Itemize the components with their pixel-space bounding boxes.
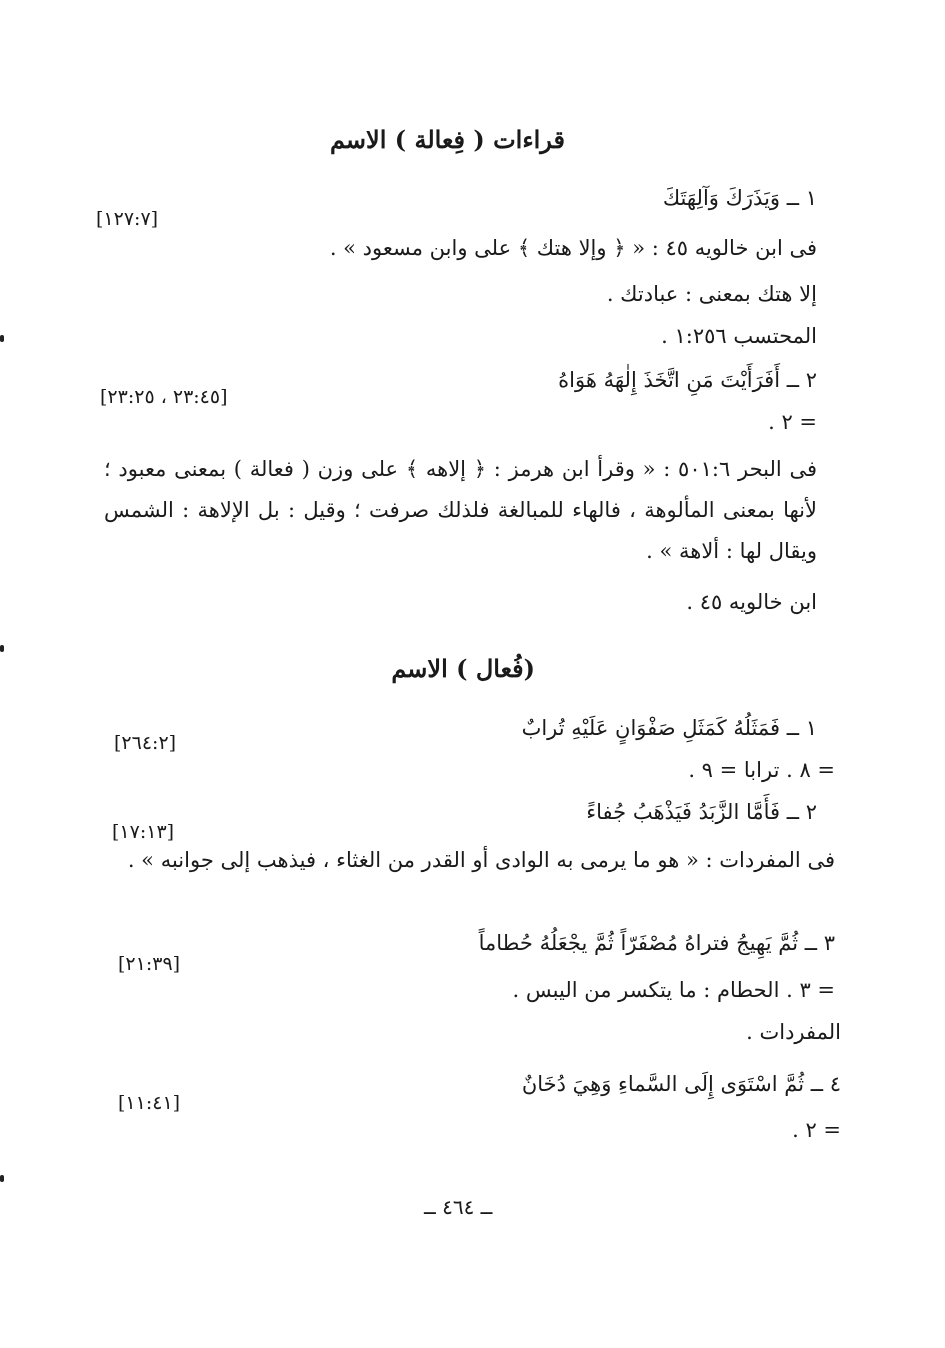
verse-reference: [١٢٧:٧] (96, 208, 159, 230)
note-line: المحتسب ١:٢٥٦ . (661, 324, 817, 348)
scan-edge-mark (0, 335, 4, 342)
equals-note: = ٨ . ترابا = ٩ . (688, 758, 835, 782)
commentary-paragraph: فى المفردات : « هو ما يرمى به الوادى أو القدر من الغثاء ، فيذهب إلى جوانبه » . (127, 848, 835, 872)
equals-note: = ٣ . الحطام : ما يتكسر من اليبس . (512, 978, 835, 1002)
page-number: ــ ٤٦٤ ــ (424, 1195, 493, 1219)
section-heading: (فُعال ) الاسم (391, 654, 535, 683)
scan-edge-mark (0, 1175, 4, 1182)
verse-reference: [٢١:٣٩] (118, 953, 181, 975)
verse-line: ٢ ــ أَفَرَأَيْتَ مَنِ اتَّخَذَ إِلٰهَهُ هَوَاهُ (558, 368, 817, 392)
verse-line: ٣ ــ ثُمَّ يَهِيجُ فتراهُ مُصْفَرّاً ثُمَّ يجْعَلُهُ حُطاماً (478, 931, 835, 955)
verse-line: ١ ــ فَمَثَلُهُ كَمَثَلِ صَفْوَانٍ عَلَيْهِ تُرابٌ (521, 716, 817, 740)
note-line: فى ابن خالويه ٤٥ : « ﴿ وإلا هتك ﴾ على وابن مسعود » . (329, 236, 817, 260)
source-line: ابن خالويه ٤٥ . (686, 590, 817, 614)
verse-reference: [٢٣:٤٥ ، ٢٣:٢٥] (100, 386, 228, 408)
section-heading: قراءات ( فِعالة ) الاسم (329, 125, 565, 154)
verse-reference: [١١:٤١] (118, 1092, 181, 1114)
equals-note: = ٢ . (768, 410, 817, 434)
note-line: إلا هتك بمعنى : عبادتك . (606, 282, 817, 306)
verse-line: ١ ــ وَيَذَرَكَ وَآلِهَتَكَ (662, 186, 817, 210)
commentary-paragraph: فى البحر ٥٠١:٦ : « وقرأ ابن هرمز : ﴿ إلاهه ﴾ على وزن ( فعالة ) بمعنى معبود ؛ لأنها بمعنى المألوهة ، فالهاء للمبالغة فلذلك صرفت ؛ وقيل : بل الإلاهة : الشمس ويقال لها : ألاهة » . (104, 457, 817, 563)
scan-edge-mark (0, 645, 4, 652)
verse-line: ٤ ــ ثُمَّ اسْتَوَى إِلَى السَّماءِ وَهِيَ دُخَانٌ (521, 1072, 841, 1096)
verse-line: ٢ ــ فَأَمَّا الزَّبَدُ فَيَذْهَبُ جُفاءً (586, 800, 817, 824)
equals-note: = ٢ . (792, 1118, 841, 1142)
verse-reference: [٢٦٤:٢] (114, 732, 177, 754)
source-line: المفردات . (746, 1020, 841, 1044)
verse-reference: [١٧:١٣] (112, 821, 175, 843)
